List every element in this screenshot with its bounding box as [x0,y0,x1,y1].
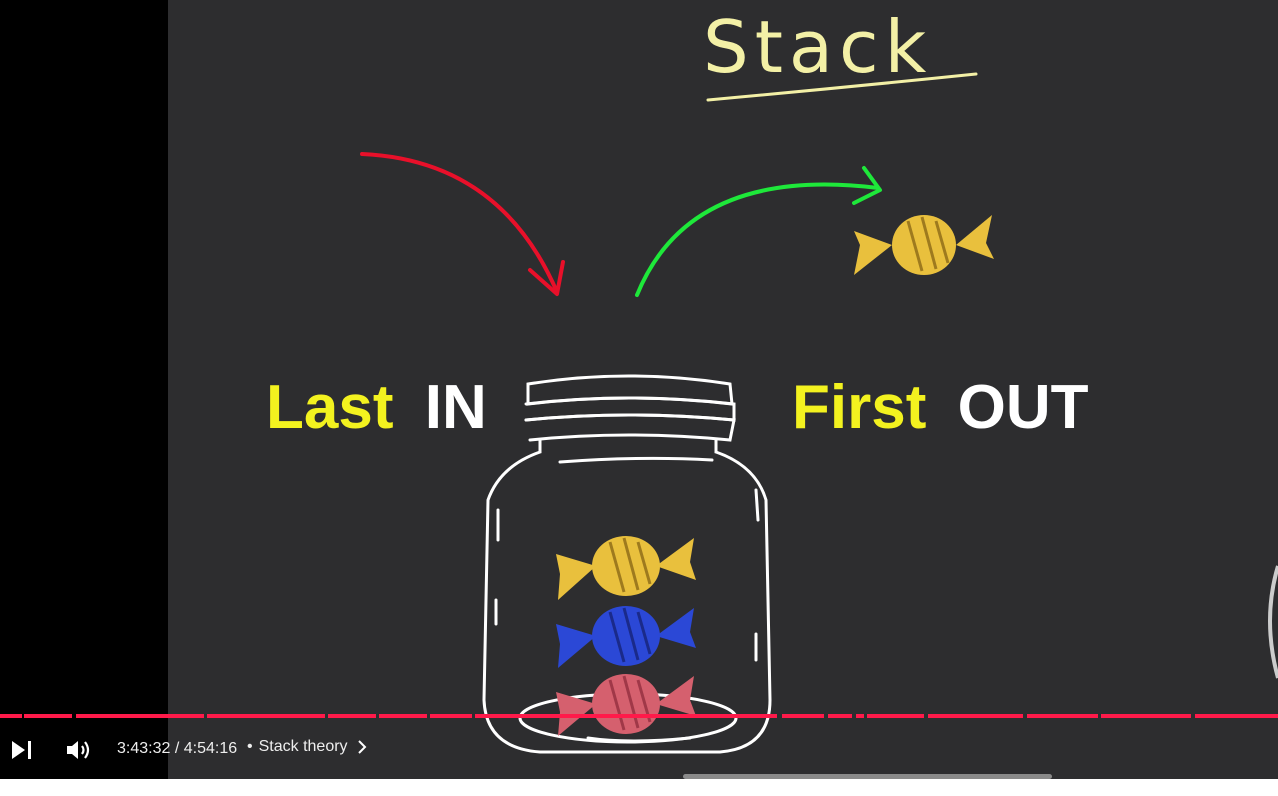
offscreen-element [1270,566,1278,678]
progress-bar[interactable] [0,714,1278,718]
popped-candy-icon [854,215,994,275]
volume-icon [65,738,93,762]
chapter-segment[interactable] [207,714,325,718]
chevron-right-icon [354,739,370,755]
chapter-segment[interactable] [828,714,852,718]
chapter-segment[interactable] [1101,714,1191,718]
chapter-segment[interactable] [0,714,22,718]
time-separator: / [174,740,180,757]
pop-arrow [637,168,880,295]
chapter-button[interactable] [247,738,370,756]
middle-candy-icon [556,606,696,668]
chapter-segment[interactable] [475,714,777,718]
next-button[interactable] [2,732,42,768]
chapter-segment[interactable] [379,714,427,718]
chapter-title: Stack theory [258,738,348,755]
chapter-segment[interactable] [782,714,824,718]
scrollbar-thumb[interactable] [683,774,1052,779]
chapter-dot: • [247,738,253,755]
chapter-segment[interactable] [430,714,472,718]
chapter-segment[interactable] [928,714,1023,718]
bottom-candy-icon [556,674,696,736]
play-next-icon [10,738,34,762]
chapter-segment[interactable] [1195,714,1278,718]
first-out-label: First OUT [792,373,1089,442]
last-in-label: Last IN [266,373,487,442]
time-display [117,740,237,758]
chapter-segment[interactable] [24,714,72,718]
chapter-segment[interactable] [76,714,204,718]
current-time: 3:43:32 [117,740,171,757]
chapter-segment[interactable] [867,714,924,718]
page-scrollbar-track[interactable] [0,779,1278,796]
handwritten-title: Stack [703,5,933,89]
top-candy-icon [556,536,696,600]
chapter-segment[interactable] [1027,714,1098,718]
duration: 4:54:16 [183,740,238,757]
player-controls [0,730,1278,770]
push-arrow [362,154,563,294]
chapter-segment[interactable] [856,714,864,718]
volume-button[interactable] [59,732,99,768]
chapter-segment[interactable] [328,714,376,718]
